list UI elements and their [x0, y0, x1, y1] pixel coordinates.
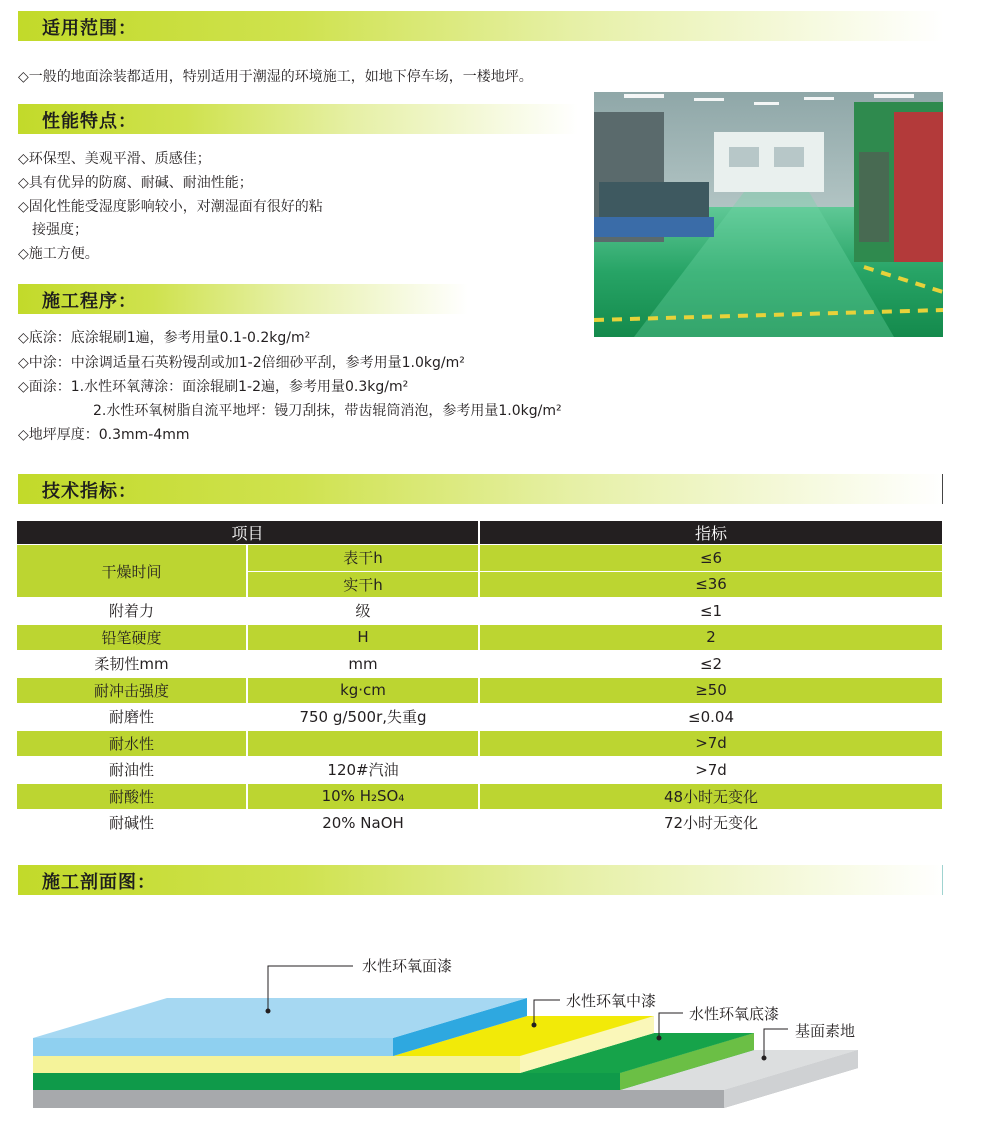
procedure-line: 2.水性环氧树脂自流平地坪：镘刀刮抹，带齿辊筒消泡，参考用量1.0kg/m² [93, 403, 562, 419]
label-middle-coat: 水性环氧中漆 [566, 992, 657, 1010]
table-row [17, 704, 943, 731]
table-cell-value: 48小时无变化 [479, 783, 943, 810]
table-cell-condition: mm [247, 651, 479, 678]
table-row [17, 757, 943, 784]
table-cell-value: ≥50 [479, 677, 943, 704]
table-row [17, 624, 943, 651]
table-header-row [17, 521, 943, 545]
table-row [17, 783, 943, 810]
table-cell-value: ≤36 [479, 571, 943, 598]
feature-line: ◇具有优异的防腐、耐碱、耐油性能； [18, 175, 253, 191]
procedure-line: ◇地坪厚度：0.3mm-4mm [18, 427, 190, 443]
table-header: 项目 [17, 521, 479, 545]
floor-photo [594, 92, 943, 337]
leader-dot [657, 1036, 662, 1041]
section-header-scope [18, 11, 944, 41]
table-cell-condition: 10% H₂SO₄ [247, 783, 479, 810]
table-cell-value: ≤2 [479, 651, 943, 678]
table-cell-item: 耐冲击强度 [17, 677, 247, 704]
section-header-specs [18, 474, 944, 504]
feature-line: ◇固化性能受湿度影响较小，对潮湿面有很好的粘 [18, 199, 323, 215]
table-cell-value: >7d [479, 730, 943, 757]
table-cell-value: 72小时无变化 [479, 810, 943, 837]
table-cell-item: 铅笔硬度 [17, 624, 247, 651]
procedure-line: ◇底涂：底涂辊刷1遍，参考用量0.1-0.2kg/m² [18, 330, 311, 346]
scope-line: ◇一般的地面涂装都适用，特别适用于潮湿的环境施工，如地下停车场，一楼地坪。 [18, 69, 533, 85]
table-cell-item: 耐水性 [17, 730, 247, 757]
table-row [17, 677, 943, 704]
table-cell-condition: 750 g/500r,失重g [247, 704, 479, 731]
table-row [17, 810, 943, 837]
table-cell-item: 耐油性 [17, 757, 247, 784]
spec-table [17, 521, 944, 837]
divider [942, 474, 943, 504]
table-row [17, 651, 943, 678]
table-cell-value: ≤1 [479, 598, 943, 625]
table-cell-value: >7d [479, 757, 943, 784]
feature-line: ◇环保型、美观平滑、质感佳； [18, 151, 211, 167]
section-title: 施工程序： [42, 291, 137, 312]
table-cell-condition: kg·cm [247, 677, 479, 704]
section-header-features [18, 104, 578, 134]
leader-dot [532, 1023, 537, 1028]
section-header-section-view [18, 865, 944, 895]
table-cell-item: 耐碱性 [17, 810, 247, 837]
procedure-line: ◇面涂：1.水性环氧薄涂：面涂辊刷1-2遍，参考用量0.3kg/m² [18, 379, 409, 395]
label-substrate: 基面素地 [795, 1022, 856, 1040]
table-cell-condition [247, 730, 479, 757]
table-cell-item: 附着力 [17, 598, 247, 625]
feature-line: ◇施工方便。 [18, 246, 99, 262]
leader-dot [266, 1009, 271, 1014]
leader-dot [762, 1056, 767, 1061]
label-top-coat: 水性环氧面漆 [362, 957, 453, 975]
table-cell-condition: H [247, 624, 479, 651]
section-title: 适用范围： [42, 18, 137, 39]
divider [942, 865, 943, 895]
procedure-line: ◇中涂：中涂调适量石英粉镘刮或加1-2倍细砂平刮，参考用量1.0kg/m² [18, 355, 465, 371]
table-cell-item: 干燥时间 [17, 545, 247, 598]
section-title: 性能特点： [42, 111, 137, 132]
table-cell-condition: 实干h [247, 571, 479, 598]
table-cell-condition: 20% NaOH [247, 810, 479, 837]
feature-line: 接强度； [32, 222, 88, 238]
section-title: 技术指标： [42, 481, 137, 502]
table-row [17, 598, 943, 625]
table-cell-value: 2 [479, 624, 943, 651]
table-cell-item: 耐磨性 [17, 704, 247, 731]
label-base-coat: 水性环氧底漆 [689, 1005, 780, 1023]
table-cell-condition: 表干h [247, 545, 479, 572]
table-cell-item: 耐酸性 [17, 783, 247, 810]
table-cell-condition: 级 [247, 598, 479, 625]
table-cell-value: ≤6 [479, 545, 943, 572]
table-cell-condition: 120#汽油 [247, 757, 479, 784]
table-cell-value: ≤0.04 [479, 704, 943, 731]
section-title: 施工剖面图： [42, 872, 156, 893]
table-cell-item: 柔韧性mm [17, 651, 247, 678]
table-header: 指标 [479, 521, 943, 545]
section-header-procedure [18, 284, 468, 314]
table-row [17, 730, 943, 757]
table-row [17, 545, 943, 572]
